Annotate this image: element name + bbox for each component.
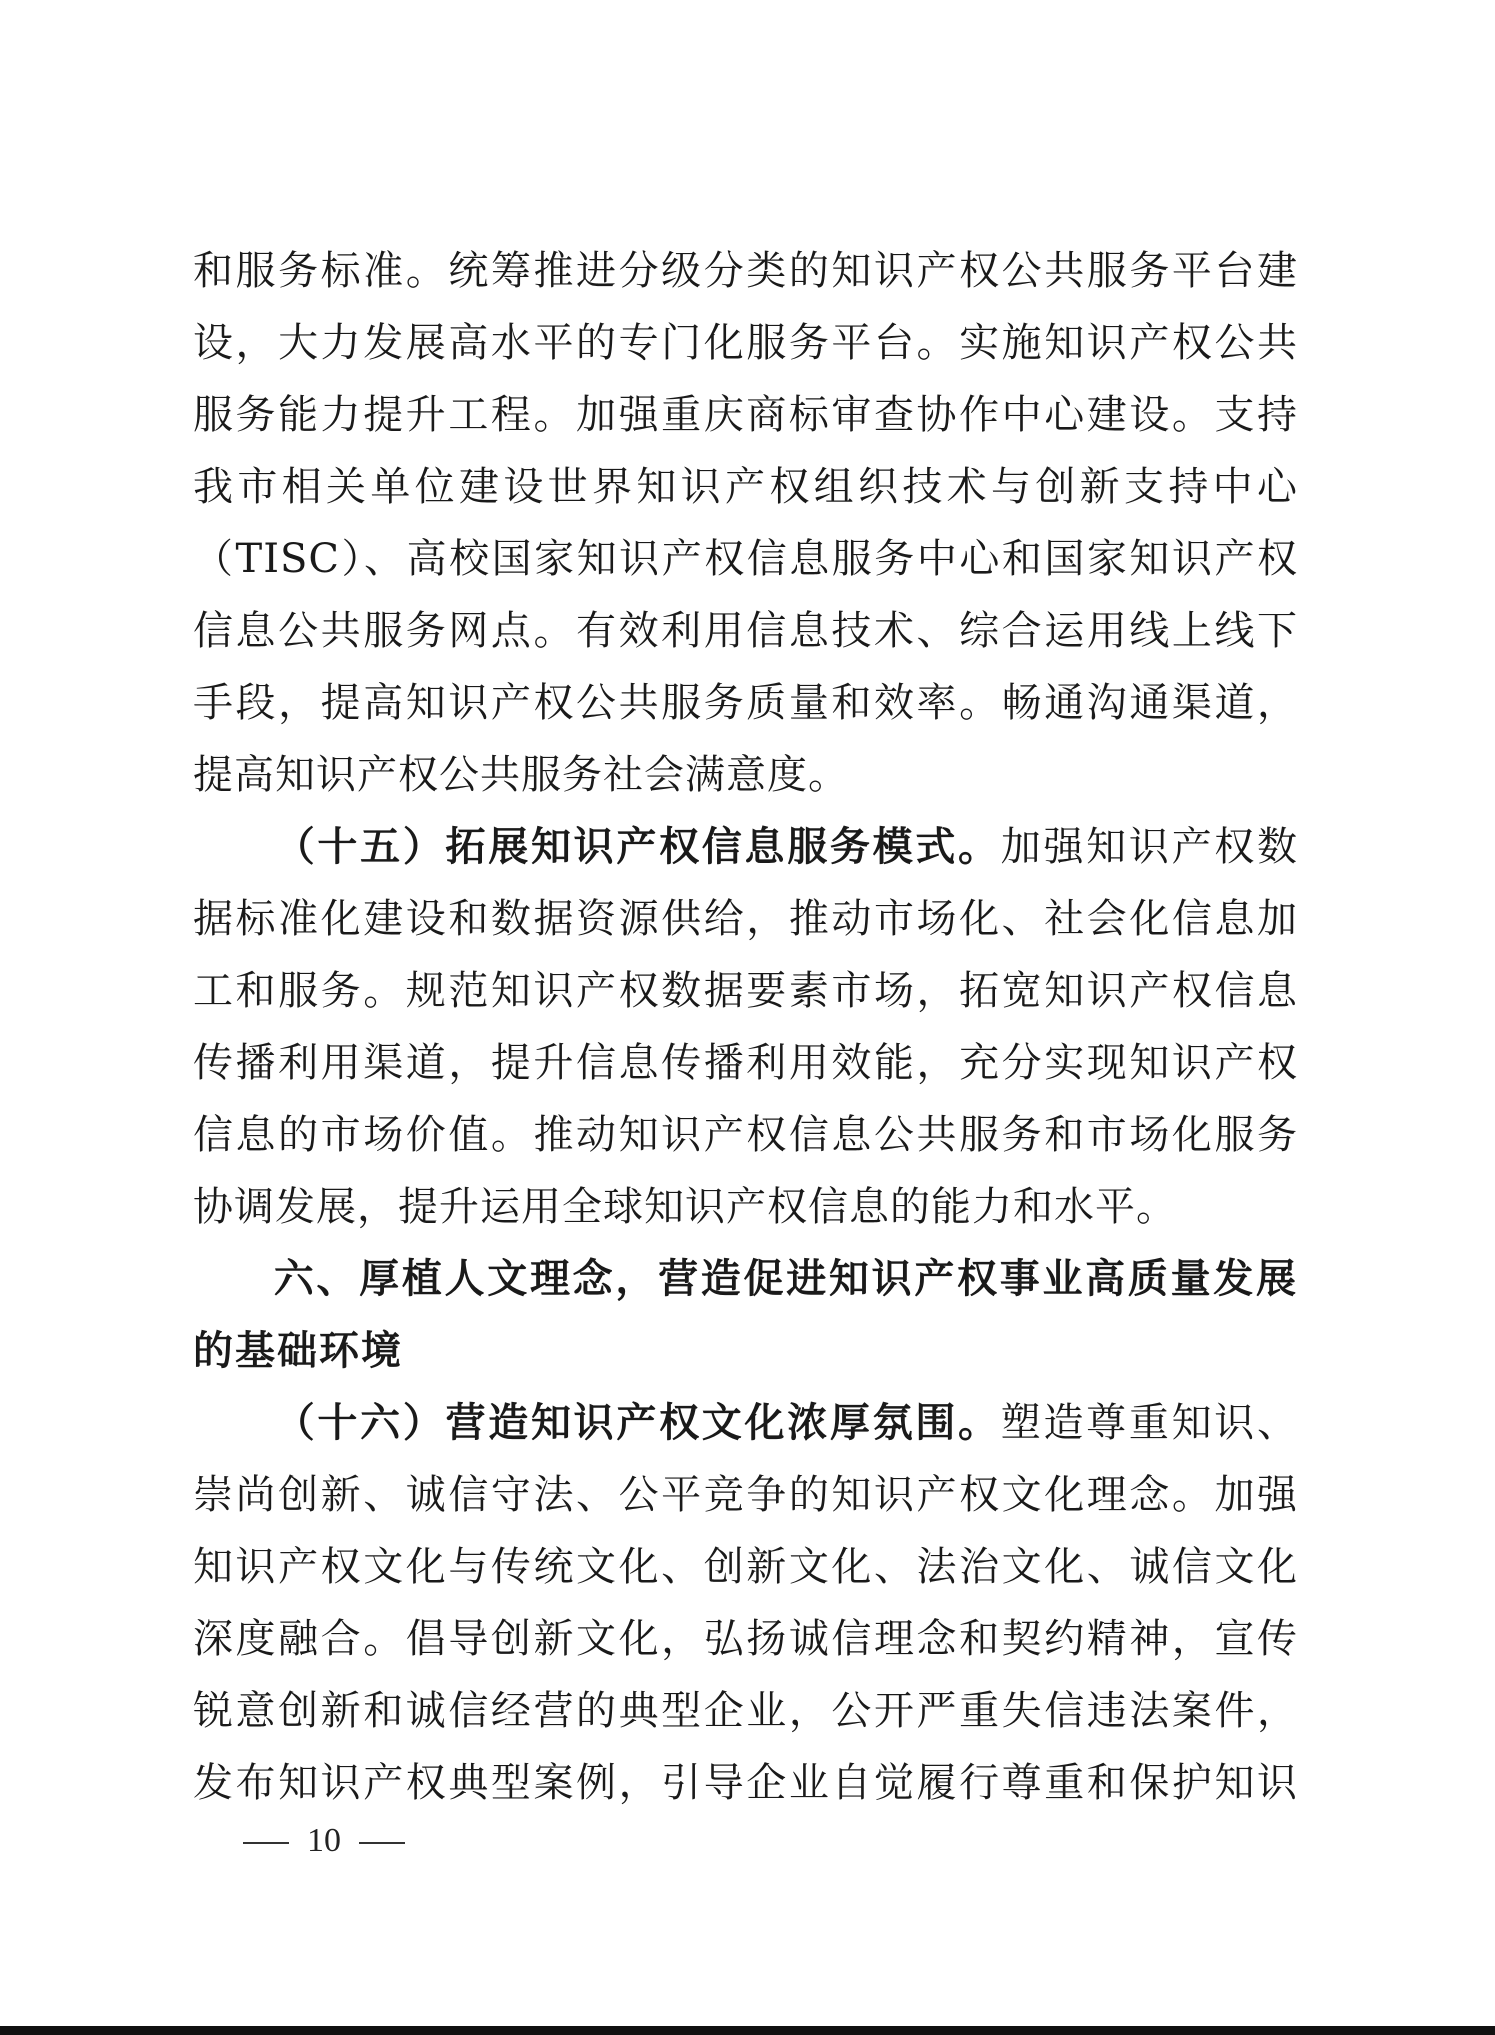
subsection-heading: （十五）拓展知识产权信息服务模式。 xyxy=(273,823,1001,870)
body-text-run: 加强知识产权数 xyxy=(1000,824,1298,870)
body-line: 设，大力发展高水平的专门化服务平台。实施知识产权公共 xyxy=(193,320,1298,366)
body-line: 服务能力提升工程。加强重庆商标审查协作中心建设。支持 xyxy=(193,392,1298,438)
section-heading-continued: 的基础环境 xyxy=(193,1327,403,1374)
body-line: （TISC）、高校国家知识产权信息服务中心和国家知识产权 xyxy=(193,536,1298,582)
body-line: 发布知识产权典型案例，引导企业自觉履行尊重和保护知识 xyxy=(193,1760,1298,1806)
body-line: 提高知识产权公共服务社会满意度。 xyxy=(193,752,849,798)
body-line: 据标准化建设和数据资源供给，推动市场化、社会化信息加 xyxy=(193,896,1298,942)
body-line: 锐意创新和诚信经营的典型企业，公开严重失信违法案件， xyxy=(193,1688,1298,1734)
paragraph-lead-line xyxy=(193,811,1298,883)
paragraph-lead-line xyxy=(193,1387,1298,1459)
body-line: 信息的市场价值。推动知识产权信息公共服务和市场化服务 xyxy=(193,1112,1298,1158)
body-line: 我市相关单位建设世界知识产权组织技术与创新支持中心 xyxy=(193,464,1298,510)
body-line: 信息公共服务网点。有效利用信息技术、综合运用线上线下 xyxy=(193,608,1298,654)
body-line: 传播利用渠道，提升信息传播利用效能，充分实现知识产权 xyxy=(193,1040,1298,1086)
scan-edge-bar xyxy=(0,2026,1495,2035)
body-line: 和服务标准。统筹推进分级分类的知识产权公共服务平台建 xyxy=(193,248,1298,294)
subsection-heading: （十六）营造知识产权文化浓厚氛围。 xyxy=(273,1399,1001,1446)
footer-dash-left xyxy=(243,1842,289,1844)
section-heading: 六、厚植人文理念，营造促进知识产权事业高质量发展 xyxy=(273,1255,1298,1302)
body-text-run: 塑造尊重知识、 xyxy=(1000,1400,1298,1446)
body-line: 协调发展，提升运用全球知识产权信息的能力和水平。 xyxy=(193,1184,1177,1230)
body-line: 深度融合。倡导创新文化，弘扬诚信理念和契约精神，宣传 xyxy=(193,1616,1298,1662)
body-line: 崇尚创新、诚信守法、公平竞争的知识产权文化理念。加强 xyxy=(193,1472,1298,1518)
page-footer xyxy=(225,1813,423,1869)
page-number: 10 xyxy=(307,1822,341,1859)
footer-dash-right xyxy=(359,1842,405,1844)
body-line: 工和服务。规范知识产权数据要素市场，拓宽知识产权信息 xyxy=(193,968,1298,1014)
body-line: 手段，提高知识产权公共服务质量和效率。畅通沟通渠道， xyxy=(193,680,1298,726)
body-line: 知识产权文化与传统文化、创新文化、法治文化、诚信文化 xyxy=(193,1544,1298,1590)
